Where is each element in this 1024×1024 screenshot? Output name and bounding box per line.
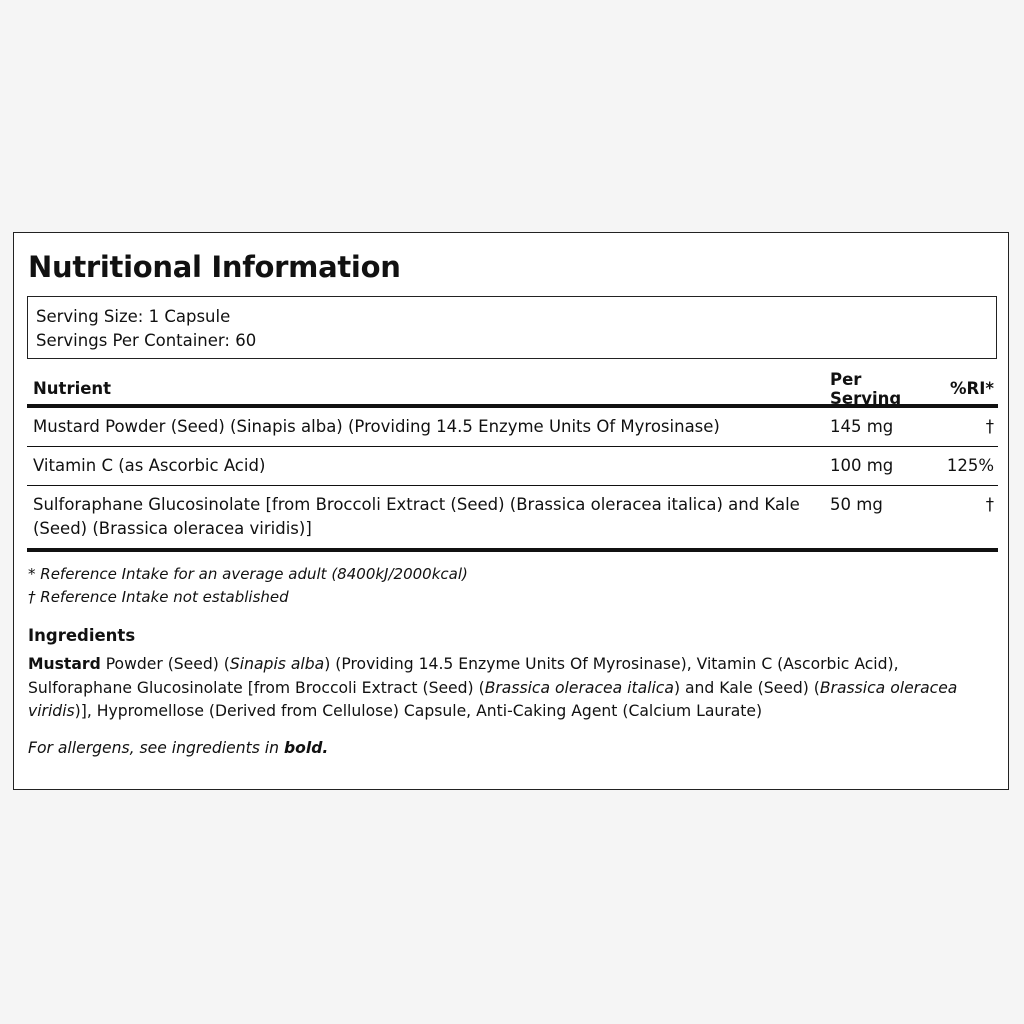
nutrient-table bbox=[27, 369, 998, 552]
serving-size: Serving Size: 1 Capsule bbox=[36, 307, 231, 326]
page-title: Nutritional Information bbox=[28, 250, 401, 284]
ingredients-list bbox=[28, 653, 998, 724]
header-nutrient: Nutrient bbox=[33, 379, 112, 398]
footnote-reference-intake: * Reference Intake for an average adult (8400kJ/2000kcal) bbox=[28, 565, 468, 583]
ingredients-heading: Ingredients bbox=[28, 626, 136, 645]
allergen-note-text: For allergens, see ingredients in bbox=[28, 739, 284, 757]
ingredient-latin-name: Sinapis alba bbox=[229, 655, 325, 673]
nutrient-ri: † bbox=[985, 417, 994, 436]
table-row bbox=[27, 447, 998, 486]
ingredient-text: Powder (Seed) ( bbox=[100, 655, 230, 673]
nutrient-name: Vitamin C (as Ascorbic Acid) bbox=[33, 456, 266, 475]
table-header bbox=[27, 369, 998, 408]
nutrient-ri: 125% bbox=[946, 456, 994, 475]
table-row bbox=[27, 486, 998, 552]
nutrition-panel bbox=[13, 232, 1009, 790]
allergen-note bbox=[28, 739, 328, 757]
header-ri: %RI* bbox=[949, 379, 994, 398]
ingredient-allergen-text: Mustard bbox=[28, 655, 101, 673]
ingredient-latin-name: Brassica oleracea italica bbox=[484, 678, 674, 697]
nutrient-amount: 145 mg bbox=[830, 417, 894, 436]
nutrient-name: Sulforaphane Glucosinolate [from Broccoli Extract (Seed) (Brassica oleracea italica) and Kale (Seed) (Brassica oleracea viridis)] bbox=[33, 495, 800, 538]
ingredient-text: ) (Providing 14.5 Enzyme Units Of Myrosinase), Vitamin C (Ascorbic Acid), Sulforaphane Glucosinolate [from Broccoli Extract (Seed) ( bbox=[28, 655, 899, 697]
allergen-note-bold: bold. bbox=[283, 739, 329, 757]
nutrient-amount: 50 mg bbox=[830, 495, 883, 514]
serving-info-box bbox=[27, 296, 997, 359]
ingredient-text: )], Hypromellose (Derived from Cellulose) Capsule, Anti-Caking Agent (Calcium Laurate) bbox=[74, 702, 763, 720]
servings-per-container: Servings Per Container: 60 bbox=[36, 331, 257, 350]
ingredient-text: ) and Kale (Seed) ( bbox=[673, 678, 820, 697]
nutrient-name: Mustard Powder (Seed) (Sinapis alba) (Providing 14.5 Enzyme Units Of Myrosinase) bbox=[33, 417, 720, 436]
nutrient-amount: 100 mg bbox=[830, 456, 894, 475]
nutrient-ri: † bbox=[985, 495, 994, 514]
footnotes bbox=[28, 563, 468, 609]
ingredient-latin-name: Brassica oleracea viridis bbox=[28, 678, 958, 720]
footnote-not-established: † Reference Intake not established bbox=[28, 588, 289, 606]
table-row bbox=[27, 408, 998, 447]
header-per-serving: Per Serving bbox=[830, 369, 902, 408]
